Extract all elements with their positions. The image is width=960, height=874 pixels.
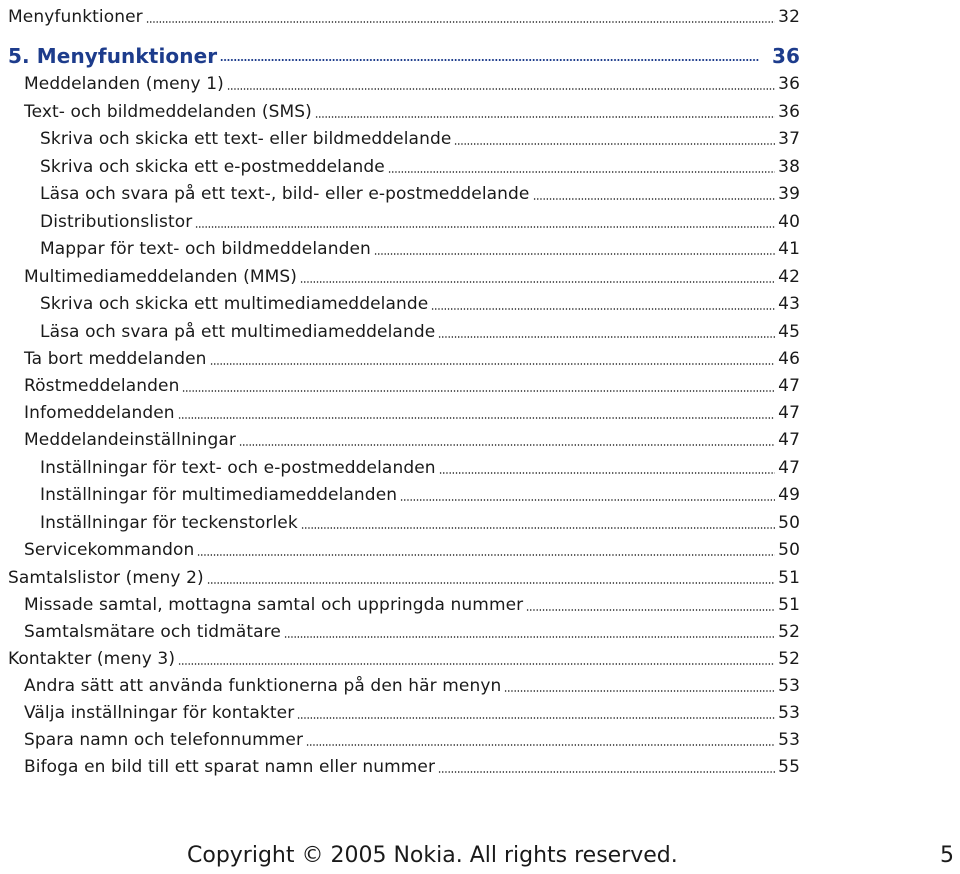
toc-entry-page: 51 [778,595,800,615]
toc-entry-page: 43 [778,294,800,314]
toc-entry-mappar[interactable] [40,232,800,259]
dot-leader [210,363,776,365]
toc-entry-bifoga-bild[interactable] [24,750,800,777]
toc-section-page: 36 [771,44,800,68]
toc-entry-title: Ta bort meddelanden [24,349,207,369]
toc-entry-title: Infomeddelanden [24,403,175,423]
toc-entry-title: Bifoga en bild till ett sparat namn eller nummer [24,757,436,777]
toc-entry-title: Inställningar för text- och e-postmeddelanden [40,458,436,478]
toc-entry-page: 46 [778,349,800,369]
toc-entry-page: 47 [778,376,800,396]
toc-entry-page: 52 [778,622,800,642]
toc-entry-page: 47 [778,458,800,478]
dot-leader [182,390,775,392]
toc-entry-inst-text-epost[interactable] [40,451,800,478]
toc-section-heading[interactable] [8,39,800,66]
dot-leader [438,771,775,773]
toc-entry-lasa-svara[interactable] [40,177,800,204]
dot-leader [315,116,775,118]
toc-entry-page: 36 [778,74,800,94]
toc-entry-sms[interactable] [24,95,800,122]
toc-entry-title: Mappar för text- och bildmeddelanden [40,239,371,259]
toc-entry-title: Distributionslistor [40,212,193,232]
toc-entry-title: Missade samtal, mottagna samtal och uppringda nummer [24,595,524,615]
toc-entry-andra-satt[interactable] [24,669,800,696]
toc-entry-page: 53 [778,676,800,696]
toc-entry-page: 40 [778,212,800,232]
dot-leader [178,663,775,665]
dot-leader [220,59,759,61]
toc-entry-page: 36 [778,102,800,122]
toc-entry-servicekommandon[interactable] [24,533,800,560]
toc-entry-page: 32 [778,7,800,27]
dot-leader [284,636,775,638]
dot-leader [301,527,775,529]
dot-leader [197,554,775,556]
dot-leader [388,171,775,173]
toc-entry-title: Kontakter (meny 3) [8,649,176,669]
toc-entry-title: Skriva och skicka ett e-postmeddelande [40,157,385,177]
dot-leader [438,336,775,338]
dot-leader [374,253,775,255]
copyright-notice: Copyright © 2005 Nokia. All rights reserved. [187,843,678,868]
toc-entry-page: 55 [778,757,800,777]
page-number: 5 [940,843,954,868]
toc-section-title: 5. Menyfunktioner [8,44,218,68]
toc-entry-samtalslistor[interactable] [8,561,800,588]
toc-entry-title: Andra sätt att använda funktionerna på den här menyn [24,676,502,696]
toc-entry-title: Skriva och skicka ett text- eller bildmeddelande [40,129,452,149]
toc-entry-page: 42 [778,267,800,287]
dot-leader [146,21,775,23]
toc-entry-title: Röstmeddelanden [24,376,180,396]
dot-leader [178,417,775,419]
toc-entry-page: 39 [778,184,800,204]
toc-entry-title: Meddelandeinställningar [24,430,236,450]
toc-entry-infomeddelanden[interactable] [24,396,800,423]
toc-entry-page: 49 [778,485,800,505]
dot-leader [207,582,775,584]
toc-entry-title: Text- och bildmeddelanden (SMS) [24,102,312,122]
toc-entry-title: Skriva och skicka ett multimediameddelande [40,294,429,314]
toc-entry-title: Inställningar för multimediameddelanden [40,485,398,505]
dot-leader [300,281,775,283]
toc-entry-page: 50 [778,540,800,560]
toc-entry-title: Menyfunktioner [8,7,143,27]
toc-entry-valja-installningar[interactable] [24,696,800,723]
toc-entry-title: Spara namn och telefonnummer [24,730,304,750]
toc-entry-title: Läsa och svara på ett multimediameddelande [40,322,436,342]
dot-leader [195,226,775,228]
toc-entry-title: Inställningar för teckenstorlek [40,513,298,533]
toc-entry-meddelanden[interactable] [24,67,800,94]
toc-entry-missade-samtal[interactable] [24,588,800,615]
toc-entry-page: 41 [778,239,800,259]
toc-entry-title: Samtalslistor (meny 2) [8,568,204,588]
toc-entry-page: 37 [778,129,800,149]
toc-entry-meddelandeinstallningar[interactable] [24,423,800,450]
dot-leader [526,609,775,611]
toc-entry-mms[interactable] [24,260,800,287]
dot-leader [504,690,775,692]
toc-entry-title: Servicekommandon [24,540,195,560]
toc-entry-inst-mms[interactable] [40,478,800,505]
toc-entry-lasa-mms[interactable] [40,315,800,342]
toc-entry-title: Samtalsmätare och tidmätare [24,622,281,642]
dot-leader [454,143,775,145]
toc-entry-page: 53 [778,730,800,750]
toc-entry-title: Meddelanden (meny 1) [24,74,224,94]
toc-entry-menyfunktioner[interactable] [8,0,800,27]
toc-entry-page: 53 [778,703,800,723]
dot-leader [439,472,776,474]
toc-entry-ta-bort[interactable] [24,342,800,369]
toc-entry-rostmeddelanden[interactable] [24,369,800,396]
toc-entry-inst-teckenstorlek[interactable] [40,506,800,533]
dot-leader [533,198,776,200]
toc-entry-skriva-text[interactable] [40,122,800,149]
toc-entry-spara-namn[interactable] [24,723,800,750]
toc-entry-page: 52 [778,649,800,669]
toc-entry-page: 47 [778,403,800,423]
dot-leader [400,499,775,501]
toc-entry-samtalsmatare[interactable] [24,615,800,642]
dot-leader [431,308,775,310]
toc-entry-page: 50 [778,513,800,533]
toc-entry-skriva-epost[interactable] [40,150,800,177]
dot-leader [306,744,775,746]
toc-entry-kontakter[interactable] [8,642,800,669]
toc-entry-title: Läsa och svara på ett text-, bild- eller e-postmeddelande [40,184,530,204]
toc-entry-distributionslistor[interactable] [40,205,800,232]
toc-entry-title: Välja inställningar för kontakter [24,703,295,723]
page-footer [0,838,960,874]
dot-leader [297,717,775,719]
toc-entry-title: Multimediameddelanden (MMS) [24,267,297,287]
toc-entry-page: 47 [778,430,800,450]
toc-entry-page: 45 [778,322,800,342]
toc-entry-page: 51 [778,568,800,588]
toc-entry-page: 38 [778,157,800,177]
dot-leader [227,88,775,90]
toc-entry-skriva-mms[interactable] [40,287,800,314]
dot-leader [239,444,775,446]
